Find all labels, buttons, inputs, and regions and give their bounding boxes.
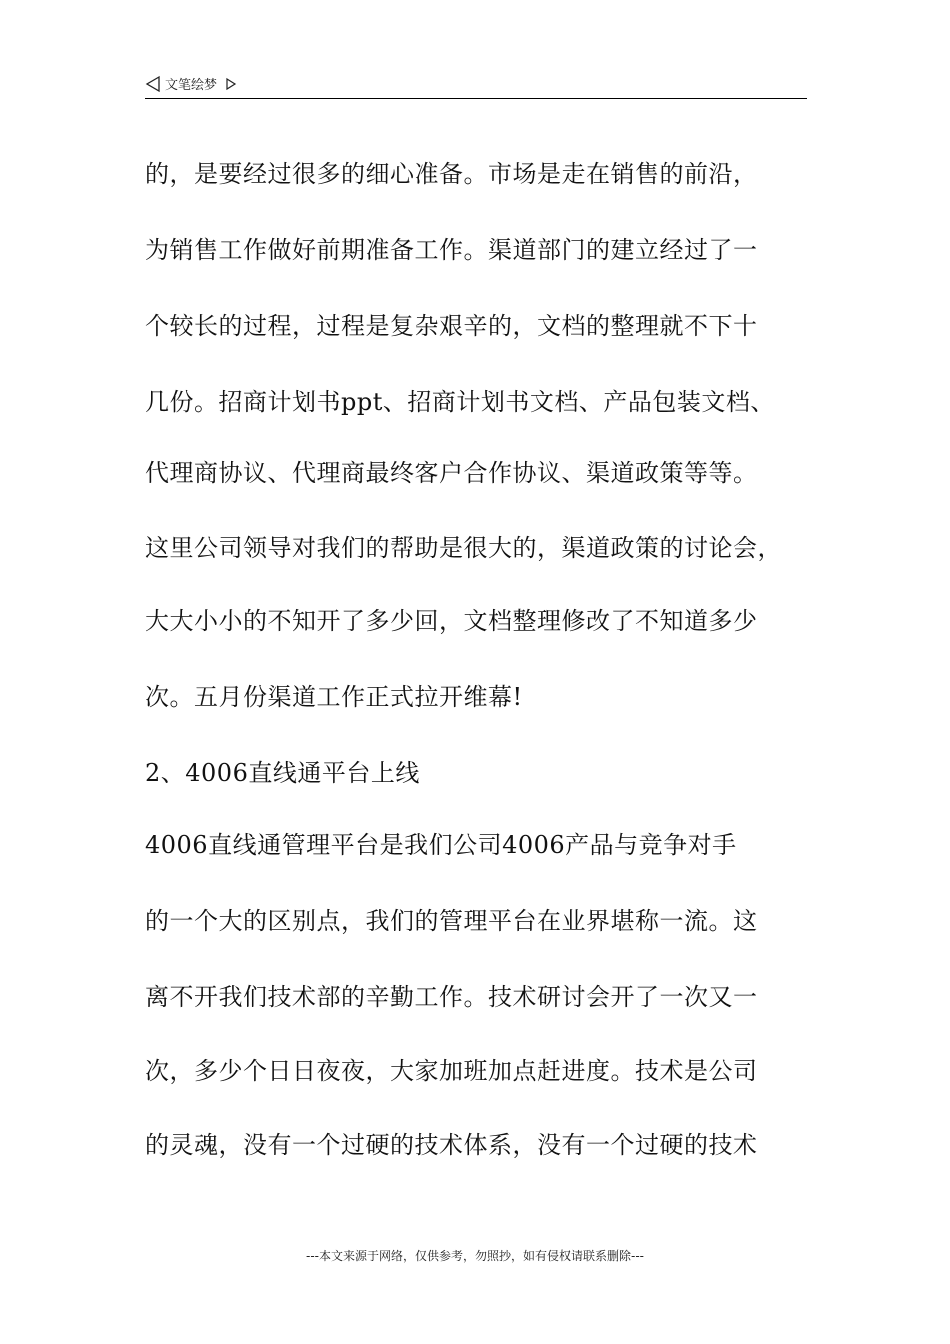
body-line: 次，多少个日日夜夜，大家加班加点赶进度。技术是公司 [145,1057,758,1085]
body-line: 4006直线通管理平台是我们公司4006产品与竞争对手 [145,831,737,859]
body-line: 的灵魂，没有一个过硬的技术体系，没有一个过硬的技术 [145,1131,758,1159]
page-header [145,72,807,99]
triangle-left-icon [145,75,161,93]
body-line: 个较长的过程，过程是复杂艰辛的，文档的整理就不下十 [145,312,758,340]
page-footer: ---本文来源于网络，仅供参考，勿照抄，如有侵权请联系删除--- [306,1249,644,1263]
body-line: 的一个大的区别点，我们的管理平台在业界堪称一流。这 [145,907,758,935]
body-line: 几份。招商计划书ppt、招商计划书文档、产品包装文档、 [145,388,775,416]
section-heading: 2、4006直线通平台上线 [145,759,420,787]
body-line: 这里公司领导对我们的帮助是很大的，渠道政策的讨论会， [145,534,782,562]
body-line: 为销售工作做好前期准备工作。渠道部门的建立经过了一 [145,236,758,264]
body-line: 的，是要经过很多的细心准备。市场是走在销售的前沿， [145,160,758,188]
body-line: 次。五月份渠道工作正式拉开维幕! [145,683,523,711]
body-line: 代理商协议、代理商最终客户合作协议、渠道政策等等。 [145,459,758,487]
body-line: 离不开我们技术部的辛勤工作。技术研讨会开了一次又一 [145,983,758,1011]
triangle-right-icon [225,77,237,91]
header-brand: 文笔绘梦 [165,78,218,93]
body-line: 大大小小的不知开了多少回，文档整理修改了不知道多少 [145,607,758,635]
